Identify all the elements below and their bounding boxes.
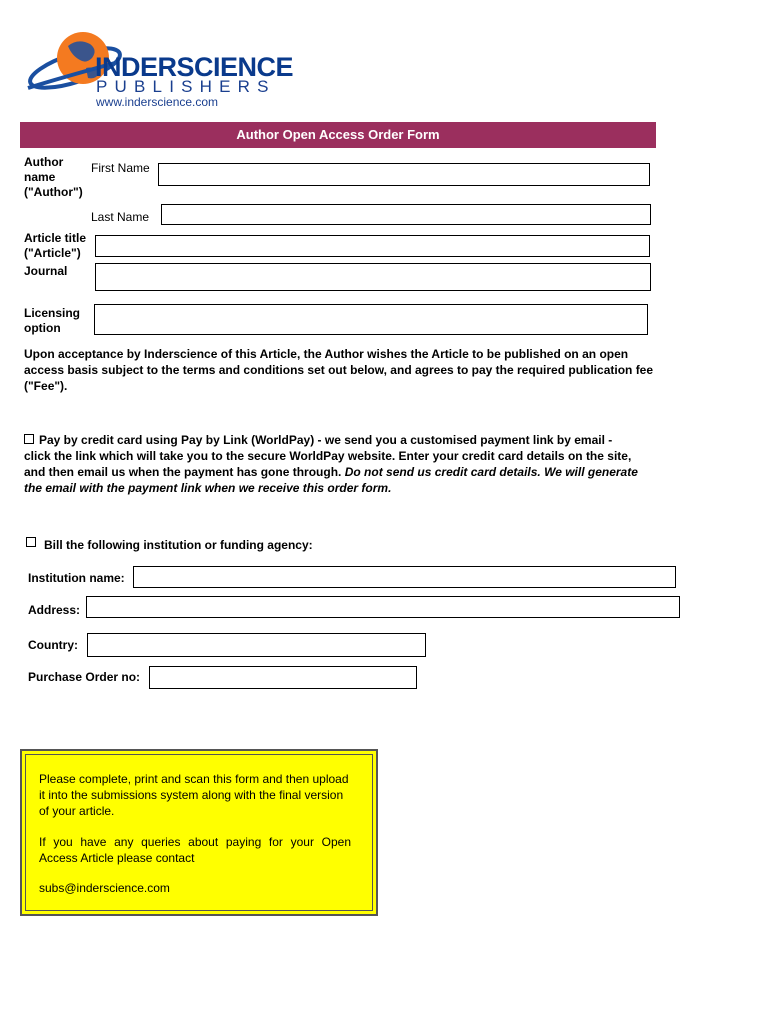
address-field[interactable]	[86, 596, 680, 618]
pay-by-card-main: Pay by credit card using Pay by Link (WorldPay) - we send you a customised payment link by email - click the link which will take you to the secure WorldPay website. Enter your credit card details on the site, and then email us when the payment has gone through.	[24, 433, 632, 479]
first-name-label: First Name	[91, 161, 150, 175]
author-label: Author name ("Author")	[24, 155, 83, 199]
bill-institution-checkbox[interactable]	[26, 537, 36, 547]
form-title: Author Open Access Order Form	[20, 122, 656, 148]
last-name-label: Last Name	[91, 210, 150, 224]
logo-publishers: PUBLISHERS	[96, 77, 276, 96]
journal-field[interactable]	[95, 263, 651, 291]
institution-label: Institution name:	[28, 571, 125, 585]
licensing-label: Licensing option	[24, 306, 81, 335]
bill-institution-text: Bill the following institution or funding agency:	[44, 538, 313, 552]
country-label: Country:	[28, 638, 78, 652]
note-email: subs@inderscience.com	[39, 881, 170, 895]
po-field[interactable]	[149, 666, 417, 689]
article-title-label: Article title ("Article")	[24, 231, 87, 260]
address-label: Address:	[28, 603, 81, 617]
po-label: Purchase Order no:	[28, 670, 141, 684]
logo-url: www.inderscience.com	[96, 95, 219, 109]
pay-by-card-italic: Do not send us credit card details. We will generate the email with the payment link when we receive this order form.	[24, 465, 638, 495]
first-name-field[interactable]	[158, 163, 650, 186]
logo-brand-part1: INDER	[95, 52, 177, 82]
instructions-note	[20, 749, 378, 916]
licensing-field[interactable]	[94, 304, 648, 335]
logo-brand-part2: SCIENCE	[176, 52, 294, 82]
article-title-field[interactable]	[95, 235, 650, 257]
country-field[interactable]	[87, 633, 426, 657]
pay-by-card-text	[24, 432, 642, 496]
last-name-field[interactable]	[161, 204, 651, 225]
institution-field[interactable]	[133, 566, 676, 588]
acceptance-text: Upon acceptance by Inderscience of this Article, the Author wishes the Article to be published on an open access basis subject to the terms and conditions set out below, and agrees to pay the required publication fee ("Fee").	[24, 347, 654, 393]
note-queries: If you have any queries about paying for your Open Access Article please contact	[39, 835, 351, 865]
note-instructions: Please complete, print and scan this form and then upload it into the submissions system along with the final version of your article.	[39, 772, 349, 818]
journal-label: Journal	[24, 264, 68, 278]
